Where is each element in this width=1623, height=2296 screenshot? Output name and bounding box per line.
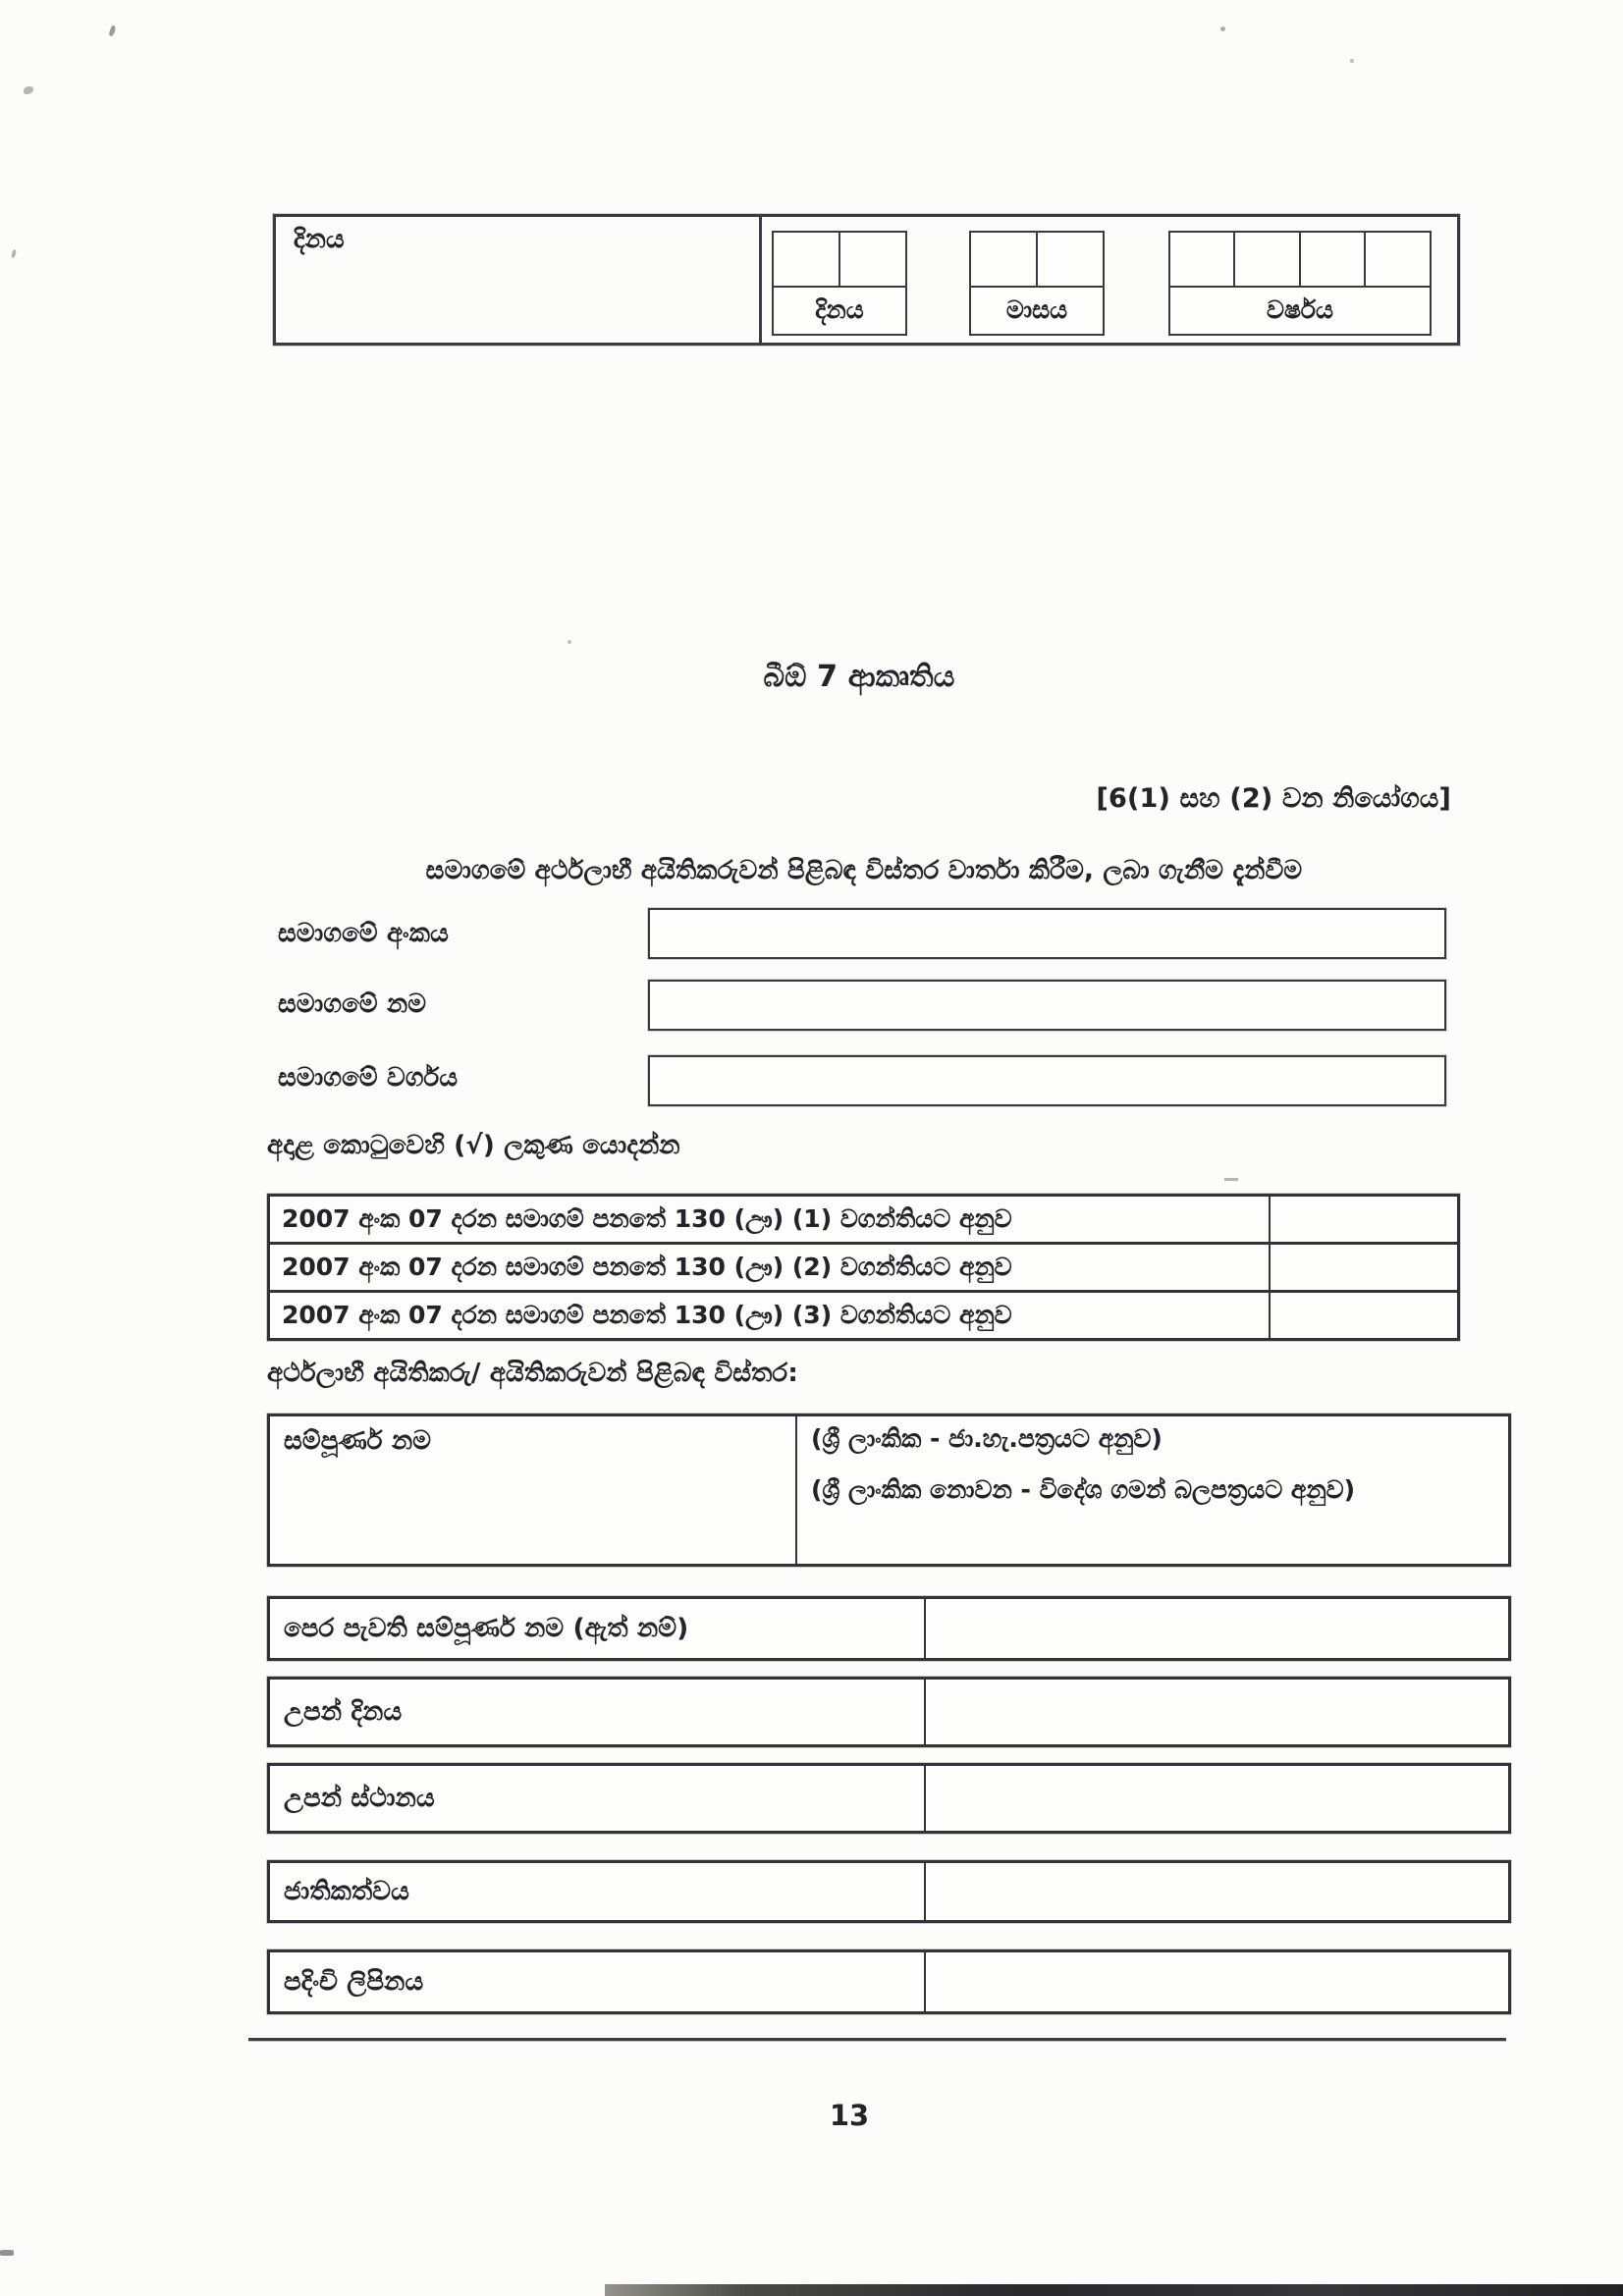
footer-separator-line [248, 2038, 1506, 2041]
page-number: 13 [829, 2099, 870, 2132]
nationality-label: ජාතිකත්වය [270, 1863, 926, 1920]
scan-speck [1220, 27, 1225, 31]
place-of-birth-field[interactable] [926, 1766, 1508, 1831]
scan-speck [568, 640, 571, 644]
scan-speck [108, 25, 116, 36]
date-of-birth-label: උපන් දිනය [270, 1680, 926, 1744]
residential-address-label: පදිංචි ලිපිනය [270, 1952, 926, 2011]
date-section-divider [759, 215, 762, 345]
month-box-group [969, 231, 1105, 336]
month-label: මාසය [969, 286, 1105, 336]
day-digit-cell-2[interactable] [839, 231, 907, 288]
tick-option-row-2 [270, 1242, 1457, 1290]
previous-name-label: පෙර පැවති සම්පූර්ණ නම (ඇත් නම්) [270, 1599, 926, 1658]
company-type-label: සමාගමේ වර්ගය [278, 1063, 459, 1093]
full-name-value-cell[interactable] [797, 1416, 1508, 1564]
scan-speck [24, 86, 33, 94]
company-type-field[interactable] [648, 1055, 1446, 1106]
scan-speck [1224, 1178, 1238, 1181]
year-digit-cell-4[interactable] [1364, 231, 1432, 288]
tick-checkbox-2[interactable] [1269, 1245, 1457, 1290]
tick-checkbox-1[interactable] [1269, 1197, 1457, 1242]
previous-name-field[interactable] [926, 1599, 1508, 1658]
company-number-field[interactable] [648, 908, 1446, 959]
day-label: දිනය [772, 286, 907, 336]
regulation-reference: [6(1) සහ (2) වන නියෝගය] [1096, 783, 1451, 814]
month-digit-cell-1[interactable] [969, 231, 1038, 288]
nationality-field[interactable] [926, 1863, 1508, 1920]
nationality-row [267, 1860, 1511, 1923]
scan-edge-strip [605, 2284, 1623, 2296]
date-of-birth-field[interactable] [926, 1680, 1508, 1744]
place-of-birth-label: උපන් ස්ථානය [270, 1766, 926, 1831]
company-name-field[interactable] [648, 980, 1446, 1031]
year-box-group [1168, 231, 1432, 336]
year-digit-cell-1[interactable] [1168, 231, 1236, 288]
previous-name-row [267, 1596, 1511, 1661]
residential-address-field[interactable] [926, 1952, 1508, 2011]
form-title: බීඕ 7 ආකෘතිය [763, 660, 955, 694]
company-number-label: සමාගමේ අංකය [278, 919, 450, 948]
owner-details-heading: අර්ථලාභී අයිතිකරු/ අයිතිකරුවන් පිළිබඳ විස්තර: [267, 1359, 798, 1388]
scan-speck [1350, 59, 1354, 63]
day-box-group [772, 231, 907, 336]
full-name-note-sri-lankan: (ශ්‍රී ලාංකික - ජා.හැ.පත්‍රයට අනුව) [811, 1424, 1163, 1453]
tick-option-label-2: 2007 අංක 07 දරන සමාගම් පනතේ 130 (ඌ) (2) වගන්තියට අනුව [282, 1253, 1012, 1281]
tick-option-label-3: 2007 අංක 07 දරන සමාගම් පනතේ 130 (ඌ) (3) වගන්තියට අනුව [282, 1301, 1012, 1329]
day-digit-cell-1[interactable] [772, 231, 840, 288]
tick-options-table [267, 1194, 1460, 1341]
company-name-label: සමාගමේ නම [278, 989, 427, 1019]
date-section [273, 214, 1460, 346]
year-digit-cell-3[interactable] [1299, 231, 1367, 288]
scan-speck [11, 249, 17, 259]
full-name-note-non-sri-lankan: (ශ්‍රී ලාංකික නොවන - විදේශ ගමන් බලපත්‍රයට අනුව) [811, 1475, 1356, 1504]
year-digit-cell-2[interactable] [1233, 231, 1301, 288]
scan-speck [0, 2250, 14, 2256]
tick-option-row-3 [270, 1290, 1457, 1338]
year-label: වර්ෂය [1168, 286, 1432, 336]
residential-address-row [267, 1949, 1511, 2014]
tick-option-row-1 [270, 1197, 1457, 1242]
tick-instruction: අදාළ කොටුවෙහි (√) ලකුණ යොදන්න [267, 1131, 680, 1160]
date-of-birth-row [267, 1677, 1511, 1747]
date-section-label: දිනය [294, 225, 345, 254]
tick-checkbox-3[interactable] [1269, 1293, 1457, 1338]
full-name-label: සම්පූර්ණ නම [270, 1416, 797, 1564]
full-name-row [267, 1414, 1511, 1567]
month-digit-cell-2[interactable] [1036, 231, 1105, 288]
tick-option-label-1: 2007 අංක 07 දරන සමාගම් පනතේ 130 (ඌ) (1) වගන්තියට අනුව [282, 1204, 1012, 1233]
form-subtitle: සමාගමේ අර්ථලාභී අයිතිකරුවන් පිළිබඳ විස්තර වාර්තා කිරීම, ලබා ගැනීම දැන්වීම [425, 856, 1303, 885]
place-of-birth-row [267, 1763, 1511, 1834]
